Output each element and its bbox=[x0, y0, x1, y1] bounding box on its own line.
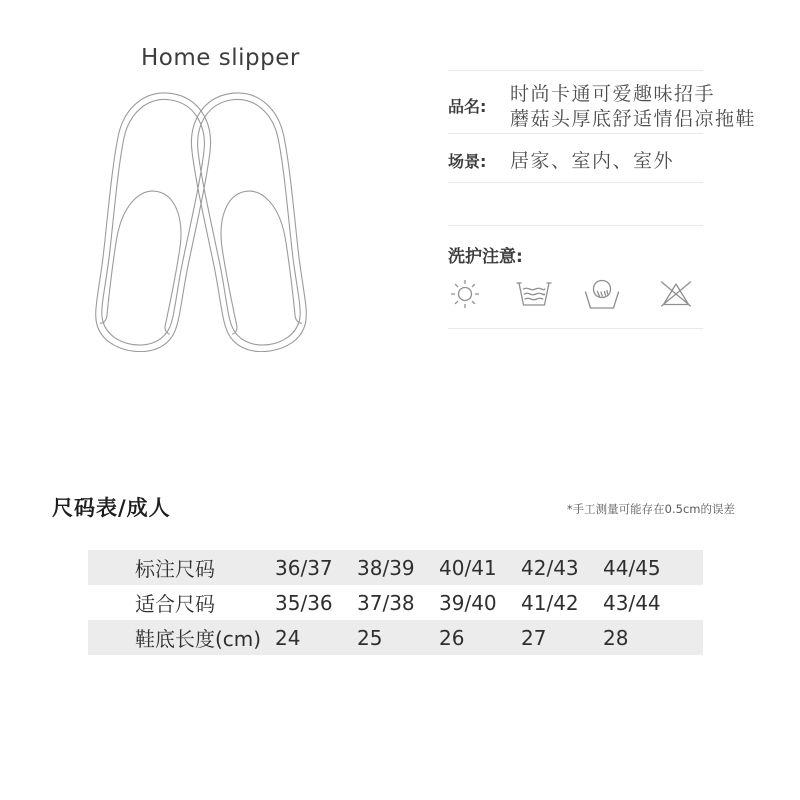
gentle-wash-icon bbox=[516, 277, 552, 311]
divider bbox=[448, 328, 703, 329]
table-cell: 44/45 bbox=[603, 555, 661, 580]
table-cell: 37/38 bbox=[357, 590, 415, 615]
field-value-product-name bbox=[510, 82, 756, 132]
field-label-scene: 场景: bbox=[448, 152, 487, 171]
size-chart-title: 尺码表/成人 bbox=[52, 496, 171, 520]
field-value-scene: 居家、室内、室外 bbox=[510, 150, 675, 172]
slipper-line-drawing-image bbox=[0, 82, 400, 352]
table-cell: 36/37 bbox=[275, 555, 333, 580]
hand-wash-icon bbox=[584, 277, 620, 311]
right-slipper-outline bbox=[184, 86, 317, 352]
divider bbox=[448, 70, 703, 71]
table-cell: 25 bbox=[357, 625, 383, 650]
table-cell: 38/39 bbox=[357, 555, 415, 580]
table-cell: 42/43 bbox=[521, 555, 579, 580]
table-cell: 40/41 bbox=[439, 555, 497, 580]
row-header: 标注尺码 bbox=[135, 557, 215, 581]
row-header: 鞋底长度(cm) bbox=[135, 627, 262, 651]
table-row-marked-size bbox=[88, 550, 703, 585]
care-instructions-label: 洗护注意: bbox=[448, 247, 523, 267]
page-title: Home slipper bbox=[141, 45, 300, 71]
left-slipper-outline bbox=[85, 86, 218, 352]
table-row-sole-length bbox=[88, 620, 703, 655]
row-header: 适合尺码 bbox=[135, 592, 215, 616]
table-cell: 41/42 bbox=[521, 590, 579, 615]
divider bbox=[448, 133, 703, 134]
table-cell: 24 bbox=[275, 625, 301, 650]
table-cell: 35/36 bbox=[275, 590, 333, 615]
sun-dry-icon bbox=[448, 277, 484, 311]
table-cell: 26 bbox=[439, 625, 465, 650]
table-cell: 27 bbox=[521, 625, 547, 650]
do-not-bleach-icon bbox=[658, 277, 694, 311]
field-label-product-name: 品名: bbox=[448, 97, 487, 116]
table-cell: 28 bbox=[603, 625, 629, 650]
table-cell: 39/40 bbox=[439, 590, 497, 615]
table-row-fit-size bbox=[88, 585, 703, 620]
divider bbox=[448, 182, 703, 183]
size-table bbox=[88, 550, 703, 655]
product-name-line-2: 蘑菇头厚底舒适情侣凉拖鞋 bbox=[510, 108, 757, 130]
table-cell: 43/44 bbox=[603, 590, 661, 615]
product-name-line-1: 时尚卡通可爱趣味招手 bbox=[510, 83, 716, 105]
divider bbox=[448, 225, 703, 226]
measurement-error-note: *手工测量可能存在0.5cm的误差 bbox=[566, 502, 735, 516]
